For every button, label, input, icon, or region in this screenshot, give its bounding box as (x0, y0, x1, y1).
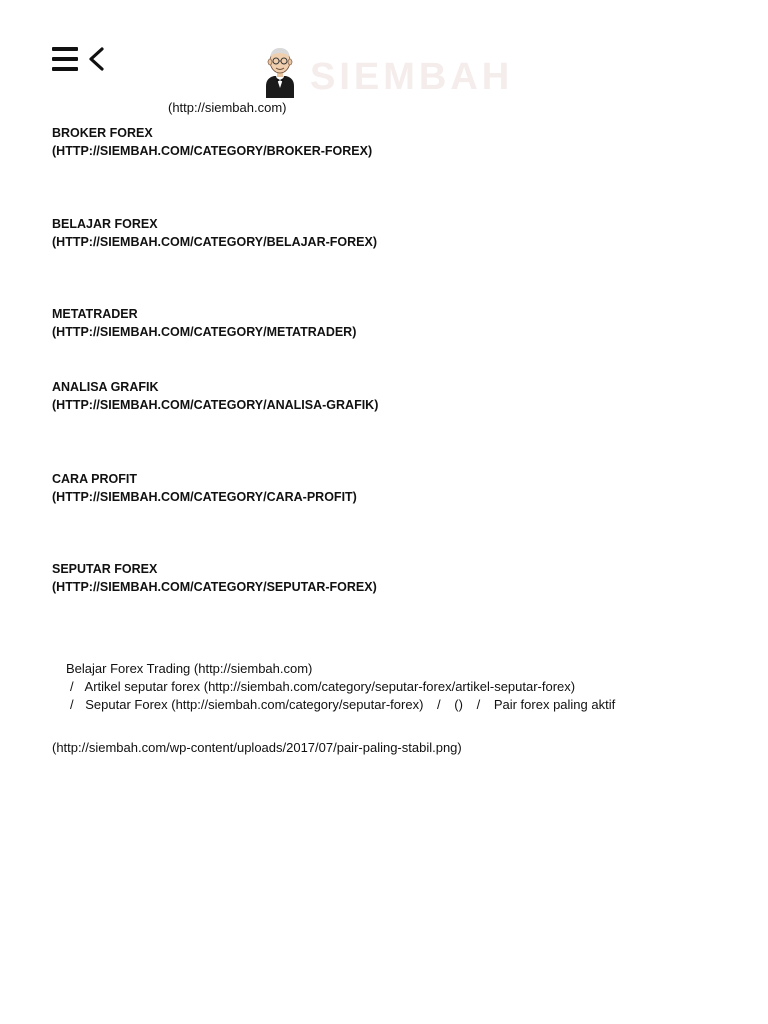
breadcrumb-artikel-link[interactable]: Artikel seputar forex (http://siembah.com/category/seputar-forex/artikel-seputar-forex) (84, 679, 576, 694)
chevron-left-icon[interactable] (86, 46, 106, 72)
breadcrumb-home-link[interactable]: Belajar Forex Trading (http://siembah.com) (66, 661, 313, 676)
nav-item-seputar-forex (52, 560, 382, 597)
breadcrumb-separator: / (437, 697, 441, 712)
breadcrumb (52, 660, 692, 714)
breadcrumb-separator: / (70, 697, 74, 712)
breadcrumb-separator: / (476, 697, 481, 712)
mascot-logo-icon (262, 44, 298, 98)
logo-text: SIEMBAH (310, 56, 514, 98)
article-image-link[interactable]: (http://siembah.com/wp-content/uploads/2017/07/pair-paling-stabil.png) (52, 740, 462, 755)
site-logo[interactable] (262, 44, 642, 98)
breadcrumb-line-1 (52, 660, 692, 678)
nav-item-broker-forex (52, 124, 382, 161)
breadcrumb-separator: / (70, 679, 74, 694)
home-link[interactable]: (http://siembah.com) (168, 100, 287, 115)
breadcrumb-line-3 (52, 696, 692, 714)
nav-link-broker-forex[interactable]: BROKER FOREX (HTTP://SIEMBAH.COM/CATEGORY/BROKER-FOREX) (52, 126, 373, 159)
breadcrumb-line-2 (52, 678, 692, 696)
nav-item-belajar-forex (52, 215, 382, 252)
breadcrumb-seputar-link[interactable]: Seputar Forex (http://siembah.com/category/seputar-forex) (85, 697, 424, 712)
breadcrumb-current: Pair forex paling aktif (493, 697, 616, 712)
nav-item-cara-profit (52, 470, 382, 507)
nav-link-cara-profit[interactable]: CARA PROFIT (HTTP://SIEMBAH.COM/CATEGORY/CARA-PROFIT) (52, 472, 357, 505)
nav-link-metatrader[interactable]: METATRADER (HTTP://SIEMBAH.COM/CATEGORY/METATRADER) (52, 307, 357, 340)
top-bar (52, 44, 106, 74)
nav-item-metatrader (52, 305, 412, 342)
hamburger-menu-icon[interactable] (52, 47, 78, 71)
nav-link-analisa-grafik[interactable]: ANALISA GRAFIK (HTTP://SIEMBAH.COM/CATEGORY/ANALISA-GRAFIK) (52, 380, 379, 413)
breadcrumb-empty-link[interactable]: () (454, 697, 463, 712)
nav-item-analisa-grafik (52, 378, 382, 415)
nav-link-seputar-forex[interactable]: SEPUTAR FOREX (HTTP://SIEMBAH.COM/CATEGORY/SEPUTAR-FOREX) (52, 562, 377, 595)
nav-link-belajar-forex[interactable]: BELAJAR FOREX (HTTP://SIEMBAH.COM/CATEGORY/BELAJAR-FOREX) (52, 217, 377, 250)
